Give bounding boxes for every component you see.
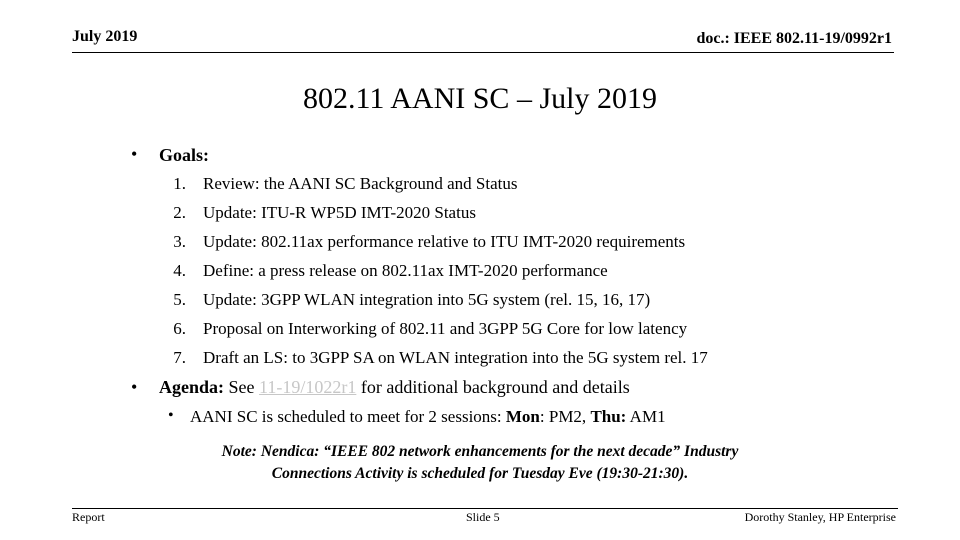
note-line-1: Note: Nendica: “IEEE 802 network enhancements for the next decade” Industry <box>221 443 739 460</box>
agenda-line: Agenda: See 11-19/1022r1 for additional background and details <box>159 377 630 397</box>
goal-item: Proposal on Interworking of 802.11 and 3GPP 5G Core for low latency <box>203 319 688 338</box>
goal-number: 6. <box>173 319 186 338</box>
doc-link[interactable]: 11-19/1022r1 <box>259 377 357 397</box>
header-date: July 2019 <box>72 28 138 45</box>
goal-item: Update: 3GPP WLAN integration into 5G system (rel. 15, 16, 17) <box>203 290 651 309</box>
goal-number: 2. <box>173 203 186 222</box>
session-bullet: • <box>168 407 174 424</box>
goal-number: 4. <box>173 261 186 280</box>
goal-item: Update: ITU-R WP5D IMT-2020 Status <box>203 203 476 222</box>
thu-label: Thu: <box>590 407 627 426</box>
header-doc-id: doc.: IEEE 802.11-19/0992r1 <box>696 30 892 47</box>
agenda-bullet: • <box>131 377 138 397</box>
goals-bullet: • <box>131 144 138 164</box>
goal-number: 7. <box>173 348 186 367</box>
note-line-2: Connections Activity is scheduled for Tuesday Eve (19:30-21:30). <box>271 465 689 482</box>
footer-left: Report <box>72 510 105 524</box>
footer-author: Dorothy Stanley, HP Enterprise <box>744 510 896 524</box>
mon-label: Mon <box>505 407 540 426</box>
goal-number: 3. <box>173 232 186 251</box>
footer-slide-number: Slide 5 <box>466 510 500 524</box>
goals-label: Goals: <box>159 145 210 165</box>
goal-item: Define: a press release on 802.11ax IMT-2020 performance <box>203 261 608 280</box>
goal-item: Update: 802.11ax performance relative to ITU IMT-2020 requirements <box>203 232 686 251</box>
slide-title: 802.11 AANI SC – July 2019 <box>303 82 657 115</box>
footer-divider <box>72 508 898 509</box>
session-line: AANI SC is scheduled to meet for 2 sessions: Mon: PM2, Thu: AM1 <box>190 407 666 426</box>
goal-number: 5. <box>173 290 186 309</box>
agenda-label: Agenda: <box>159 377 225 397</box>
goal-item: Draft an LS: to 3GPP SA on WLAN integration into the 5G system rel. 17 <box>203 348 708 367</box>
goal-item: Review: the AANI SC Background and Status <box>203 174 518 193</box>
goal-number: 1. <box>173 174 186 193</box>
